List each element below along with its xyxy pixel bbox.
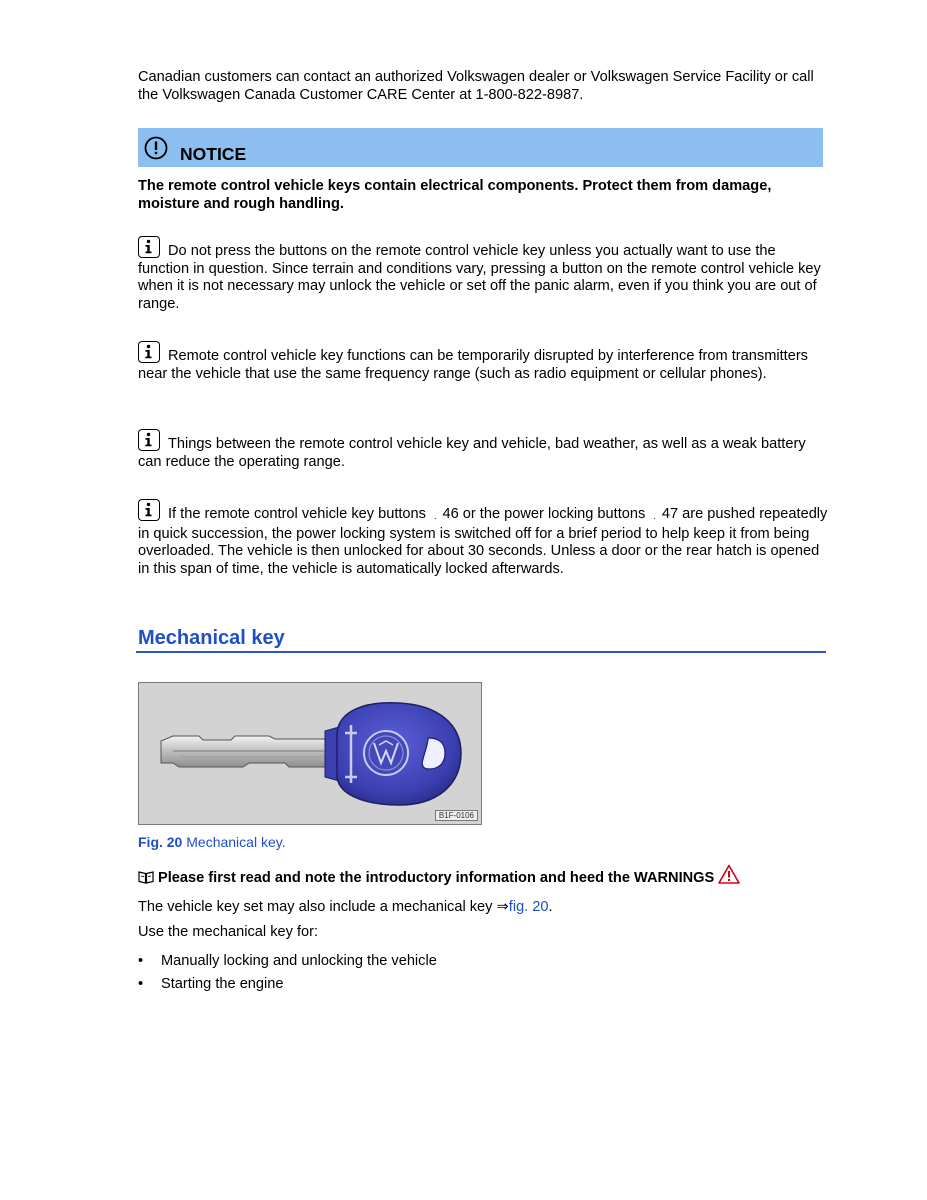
info-text: Remote control vehicle key functions can be temporarily disrupted by interference from transmitters near the vehicle that use the same frequency range (such as radio equipment or cellular phones). [138, 348, 808, 382]
book-icon [138, 870, 154, 884]
mechanical-key-illustration [139, 683, 481, 824]
info-icon [138, 236, 160, 258]
paragraph-end: . [548, 899, 553, 915]
info-text-ref1: 46 or the power locking buttons [442, 506, 646, 522]
list-item: • Manually locking and unlocking the vehicle [138, 950, 437, 973]
ref-arrow-icon[interactable]: . [433, 511, 437, 521]
paragraph-text: The vehicle key set may also include a mechanical key [138, 899, 497, 915]
notice-title: NOTICE [180, 144, 247, 164]
notice-body: The remote control vehicle keys contain electrical components. Protect them from damage, moisture and rough handling. [138, 178, 772, 212]
figure-caption-text: Mechanical key. [186, 834, 286, 850]
section-divider [136, 651, 826, 653]
paragraph: Use the mechanical key for: [138, 924, 319, 940]
section-heading: Mechanical key [138, 627, 285, 649]
info-icon [138, 429, 160, 451]
figure-caption [138, 834, 286, 850]
info-note [138, 429, 828, 471]
notice-banner [138, 128, 823, 167]
figure-link[interactable]: fig. 20 [508, 899, 549, 915]
ref-arrow-icon[interactable]: . [653, 511, 656, 521]
info-note [138, 499, 828, 578]
paragraph [138, 899, 553, 917]
read-note-text: Please first read and note the introductory information and heed the WARNINGS [158, 870, 715, 886]
intro-paragraph: Canadian customers can contact an authorized Volkswagen dealer or Volkswagen Service Facility or call the Volkswagen Canada Customer CARE Center at 1-800-822-8987. [138, 69, 814, 103]
figure-number: Fig. 20 [138, 834, 183, 850]
info-text-ref2: 47 are pushed repeatedly in quick succession, the power locking system is switched off for a brief period to help keep it from being overloaded. The vehicle is then unlocked for about 30 seconds. Unless a door or the rear hatch is opened in this span of time, the vehicle is automatically locked afterwards. [138, 506, 828, 577]
read-note [138, 864, 828, 888]
list-item: • Starting the engine [138, 973, 437, 996]
info-text: Do not press the buttons on the remote control vehicle key unless you actually want to use the function in question. Since terrain and conditions vary, pressing a button on the remote control vehicle key when it is not necessary may unlock the vehicle or set off the panic alarm, even if you think you are out of range. [138, 243, 821, 312]
info-text: Things between the remote control vehicle key and vehicle, bad weather, as well as a weak battery can reduce the operating range. [138, 436, 806, 470]
info-note [138, 236, 828, 313]
info-note [138, 341, 828, 383]
exclamation-circle-icon [144, 136, 168, 160]
info-icon [138, 341, 160, 363]
warning-triangle-icon[interactable] [718, 864, 740, 884]
info-text-part1: If the remote control vehicle key buttons [168, 506, 426, 522]
link-arrow: ⇒ [496, 899, 509, 915]
figure-mechanical-key [138, 682, 482, 825]
uses-list [138, 950, 437, 996]
figure-code: B1F-0106 [435, 810, 478, 821]
info-icon [138, 499, 160, 521]
